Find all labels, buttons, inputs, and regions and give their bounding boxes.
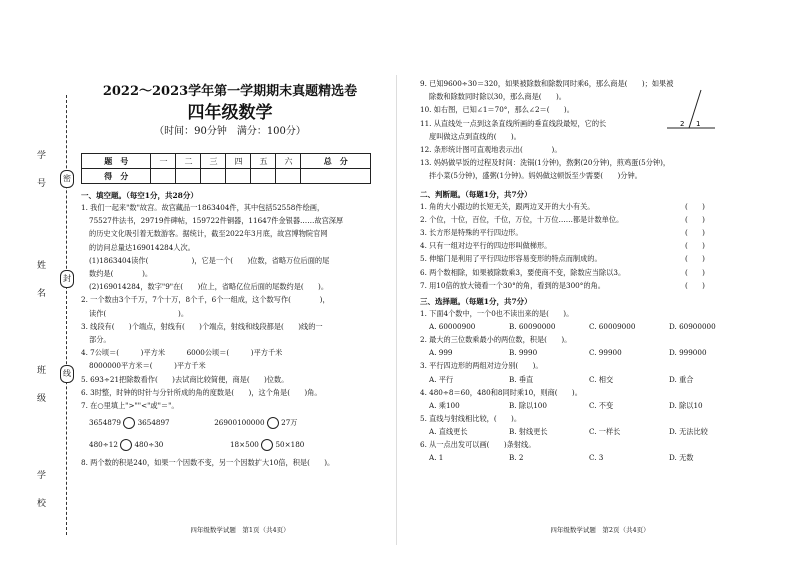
question-line: 8. 两个数的积是240，如果一个因数不变，另一个因数扩大10倍，积是( )。 xyxy=(81,458,335,468)
compare-circle[interactable] xyxy=(123,417,135,429)
choice-option[interactable]: A. 999 xyxy=(429,348,453,358)
judge-answer-paren[interactable]: ( ) xyxy=(685,201,705,211)
question-line: 9. 已知9600÷30＝320，如果被除数和除数同时乘6，那么商是( )；如果被 xyxy=(420,79,674,88)
binding-strip xyxy=(0,0,80,561)
compare-circle[interactable] xyxy=(261,439,273,451)
right-column xyxy=(420,77,770,464)
judge-text: 7. 用10倍的放大镜看一个30°的角，看到的是300°的角。 xyxy=(420,280,605,290)
choice-options-row xyxy=(420,373,770,386)
binding-dashed-line xyxy=(66,95,67,535)
question-line: 5. 693÷21把除数看作( )去试商比较简便，商是( )位数。 xyxy=(81,374,289,384)
choice-option[interactable]: C. 不变 xyxy=(589,400,614,410)
question-line: 10. 如右图，已知∠1＝70°，那么∠2＝( )。 xyxy=(420,105,574,115)
exam-title: 2022～2023学年第一学期期末真题精选卷 xyxy=(102,84,358,99)
compare-left: 3654879 xyxy=(89,418,122,428)
exam-info: （时间：90分钟 满分：100分） xyxy=(154,126,306,137)
label-school: 学 校 xyxy=(35,470,45,515)
choice-question: 5. 直线与射线相比较，( )。 xyxy=(420,413,522,423)
seal-mark-xian: 线 xyxy=(60,365,74,383)
choice-option[interactable]: B. 2 xyxy=(509,453,524,463)
question-line: 7. 在○里填上">""<"或"＝"。 xyxy=(81,401,179,411)
question-line: 读作( )。 xyxy=(89,308,189,318)
choice-options-row xyxy=(420,399,770,412)
judge-answer-paren[interactable]: ( ) xyxy=(685,228,705,238)
choice-option[interactable]: A. 平行 xyxy=(429,374,454,384)
score-table-header-row xyxy=(82,154,371,169)
choice-options-row xyxy=(420,425,770,438)
score-cell: 得 分 xyxy=(82,169,151,184)
score-cell: 题 号 xyxy=(82,154,151,169)
question-line: 11. 从直线处一点到这条直线所画的垂直线段最短，它的长 xyxy=(420,118,607,128)
compare-left: 18×500 xyxy=(229,440,259,450)
choice-option[interactable]: C. 3 xyxy=(589,453,604,463)
score-cell: 六 xyxy=(276,154,301,169)
compare-row xyxy=(81,434,391,456)
judge-item xyxy=(420,252,770,265)
question-line: 12. 条形统计图可直观地表示出( )。 xyxy=(420,145,562,155)
score-blank-cell[interactable] xyxy=(276,169,301,184)
judge-answer-paren[interactable]: ( ) xyxy=(685,254,705,264)
subject-title: 四年级数学 xyxy=(187,103,273,123)
choice-option[interactable]: C. 60009000 xyxy=(589,322,636,332)
footer-page-1: 四年级数学试题 第1页（共4页） xyxy=(190,526,290,534)
choice-options-row xyxy=(420,320,770,333)
label-name: 姓 名 xyxy=(35,260,45,305)
score-cell: 一 xyxy=(151,154,176,169)
choice-option[interactable]: A. 60000900 xyxy=(429,322,476,332)
choice-question: 1. 下面4个数中，一个0也不读出来的是( )。 xyxy=(420,309,574,319)
question-line: 度叫做这点到直线的( )。 xyxy=(429,131,521,141)
choice-option[interactable]: D. 无法比较 xyxy=(669,427,708,437)
score-blank-cell[interactable] xyxy=(151,169,176,184)
question-line: 部分。 xyxy=(89,335,111,345)
score-blank-cell[interactable] xyxy=(251,169,276,184)
judge-item xyxy=(420,279,770,292)
judge-text: 6. 两个数相除，如果被除数乘3，要使商不变，除数应当除以3。 xyxy=(420,267,626,277)
choice-option[interactable]: C. 一样长 xyxy=(589,427,621,437)
choice-question: 4. 480÷8＝60，480和8同时乘10，则商( )。 xyxy=(420,387,582,397)
compare-row xyxy=(81,412,391,434)
angle-label-1: 1 xyxy=(696,120,701,128)
label-student-number: 学 号 xyxy=(35,150,45,195)
score-cell: 四 xyxy=(226,154,251,169)
label-class: 班 级 xyxy=(35,365,45,410)
judge-text: 3. 长方形是特殊的平行四边形。 xyxy=(420,228,523,238)
question-line: 13. 妈妈做早饭的过程及时间：洗锅(1分钟)，熬粥(20分钟)，煎鸡蛋(5分钟)， xyxy=(420,158,671,168)
seal-mark-mi: 密 xyxy=(60,170,74,188)
angle-figure xyxy=(665,88,717,134)
choice-option[interactable]: C. 相交 xyxy=(589,374,614,384)
score-table xyxy=(81,153,371,184)
choice-options-row xyxy=(420,451,770,464)
compare-right: 3654897 xyxy=(137,418,170,428)
judge-item xyxy=(420,213,770,226)
choice-option[interactable]: B. 除以100 xyxy=(509,400,547,410)
question-line: (1)1863404读作( )，它是一个( )位数，省略万位后面的尾 xyxy=(89,255,330,265)
question-line: 的访问总量达169014284人次。 xyxy=(89,242,195,252)
footer-page-2: 四年级数学试题 第2页（共4页） xyxy=(550,526,650,534)
question-line: 数约是( )。 xyxy=(89,269,153,279)
choice-option[interactable]: A. 直线更长 xyxy=(429,427,468,437)
judge-answer-paren[interactable]: ( ) xyxy=(685,241,705,251)
question-line: 的历史文化吸引着无数游客。据统计，截至2022年3月底，故宫博物院官网 xyxy=(89,229,328,239)
score-table-score-row xyxy=(82,169,371,184)
question-line: 2. 一个数由3个千万，7个十万，8个千，6个一组成，这个数写作( )， xyxy=(81,295,330,305)
choice-option[interactable]: A. 1 xyxy=(429,453,444,463)
judge-answer-paren[interactable]: ( ) xyxy=(685,267,705,277)
choice-option[interactable]: A. 乘100 xyxy=(429,400,460,410)
judge-item xyxy=(420,239,770,252)
left-column xyxy=(81,190,391,469)
section-1-heading: 一、填空题。（每空1分，共28分） xyxy=(81,191,198,200)
compare-right: 480÷30 xyxy=(134,440,164,450)
judge-text: 4. 只有一组对边平行的四边形叫做梯形。 xyxy=(420,241,552,251)
question-line: 4. 7公顷＝( )平方米 6000公顷＝( )平方千米 xyxy=(81,348,283,358)
score-cell: 三 xyxy=(201,154,226,169)
choice-option[interactable]: D. 无数 xyxy=(669,453,694,463)
section-3-heading: 三、选择题。（每题1分，共7分） xyxy=(420,297,532,307)
compare-circle[interactable] xyxy=(267,417,279,429)
choice-question: 2. 最大的三位数乘最小的两位数，积是( )。 xyxy=(420,335,572,345)
choice-option[interactable]: B. 射线更长 xyxy=(509,427,548,437)
compare-circle[interactable] xyxy=(120,439,132,451)
choice-option[interactable]: D. 除以10 xyxy=(669,400,703,410)
choice-question: 6. 从一点出发可以画( )条射线。 xyxy=(420,440,536,450)
question-line: 6. 3时整，时钟的时针与分针所成的角的度数是( )，这个角是( )角。 xyxy=(81,387,322,397)
judge-item xyxy=(420,266,770,279)
judge-text: 1. 角的大小跟边的长短无关，跟两边叉开的大小有关。 xyxy=(420,201,595,211)
angle-label-2: 2 xyxy=(680,120,685,128)
question-line: 除数和除数同时除以30，那么商是( )。 xyxy=(429,92,566,102)
choice-option[interactable]: D. 60900000 xyxy=(669,322,716,332)
compare-left: 480÷12 xyxy=(89,440,118,450)
judge-answer-paren[interactable]: ( ) xyxy=(685,214,705,224)
choice-option[interactable]: B. 9990 xyxy=(509,348,538,358)
question-line: 1. 我们一起来"数"故宫。故宫藏品一1863404件，其中包括52558件绘画， xyxy=(81,203,325,212)
judge-item xyxy=(420,226,770,239)
question-line: 75527件法书，29719件碑帖，159722件铜器，11647件金银器……故宫深厚 xyxy=(89,216,344,226)
compare-right: 27万 xyxy=(281,418,298,428)
score-cell: 总 分 xyxy=(301,154,371,169)
question-line: 3. 线段有( )个端点，射线有( )个端点，射线和线段都是( )线的一 xyxy=(81,321,323,331)
score-blank-cell[interactable] xyxy=(226,169,251,184)
judge-text: 2. 个位，十位，百位，千位，万位，十万位……都是计数单位。 xyxy=(420,214,624,224)
seal-mark-feng: 封 xyxy=(60,270,74,288)
question-line: (2)169014284，数字"9"在( )位上，省略亿位后面的尾数约是( )。 xyxy=(89,282,329,292)
score-cell: 五 xyxy=(251,154,276,169)
page-divider xyxy=(396,75,397,545)
judge-text: 5. 伸缩门是利用了平行四边形容易变形的特点而制成的。 xyxy=(420,254,602,264)
section-2-heading: 二、判断题。（每题1分，共7分） xyxy=(420,189,532,199)
score-blank-cell[interactable] xyxy=(176,169,201,184)
choice-option[interactable]: C. 99900 xyxy=(589,348,622,358)
compare-left: 26900100000 xyxy=(214,418,265,428)
question-line: 8000000平方米＝( )平方千米 xyxy=(89,361,206,371)
choice-option[interactable]: B. 60090000 xyxy=(509,322,556,332)
choice-question: 3. 平行四边形的两组对边分别( )。 xyxy=(420,361,543,371)
question-line: 拌小菜(5分钟)，盛粥(1分钟)。妈妈做这顿饭至少需要( )分钟。 xyxy=(429,171,642,181)
judge-answer-paren[interactable]: ( ) xyxy=(685,280,705,290)
score-blank-cell[interactable] xyxy=(301,169,371,184)
choice-option[interactable]: D. 重合 xyxy=(669,374,694,384)
choice-list xyxy=(420,307,770,464)
score-blank-cell[interactable] xyxy=(201,169,226,184)
choice-option[interactable]: B. 垂直 xyxy=(509,374,534,384)
compare-right: 50×180 xyxy=(275,440,305,450)
score-cell: 二 xyxy=(176,154,201,169)
judge-item xyxy=(420,200,770,213)
choice-options-row xyxy=(420,346,770,359)
choice-option[interactable]: D. 999000 xyxy=(669,348,707,358)
